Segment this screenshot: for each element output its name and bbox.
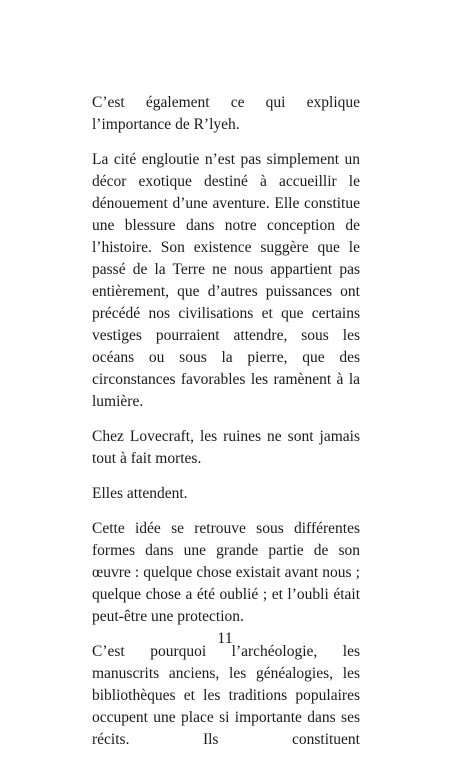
paragraph-6: C’est pourquoi l’archéologie, les manuscrits anciens, les généalogies, les bibliothèques et les traditions populaires occupent une place si importante dans ses récits. Ils constituent [92,643,360,748]
paragraph-2: La cité engloutie n’est pas simplement un décor exotique destiné à accueillir le dénouement d’une aventure. Elle constitue une blessure dans notre conception de l’histoire. Son existence suggère que le passé de la Terre ne nous appartient pas entièrement, que d’autres puissances ont précédé nos civilisations et que certains vestiges pourraient attendre, sous les océans ou sous la pierre, que des circonstances favorables les ramènent à la lumière. [92,151,360,410]
paragraph-1: C’est également ce qui explique l’importance de R’lyeh. [92,94,360,133]
paragraph-3: Chez Lovecraft, les ruines ne sont jamais tout à fait mortes. [92,428,360,467]
page-number: 11 [217,630,233,647]
body-text [92,92,360,764]
paragraph-4: Elles attendent. [92,485,188,502]
paragraph-5: Cette idée se retrouve sous différentes formes dans une grande partie de son œuvre : quelque chose existait avant nous ; quelque chose a été oublié ; et l’oubli était peut-être une protection. [92,520,360,625]
